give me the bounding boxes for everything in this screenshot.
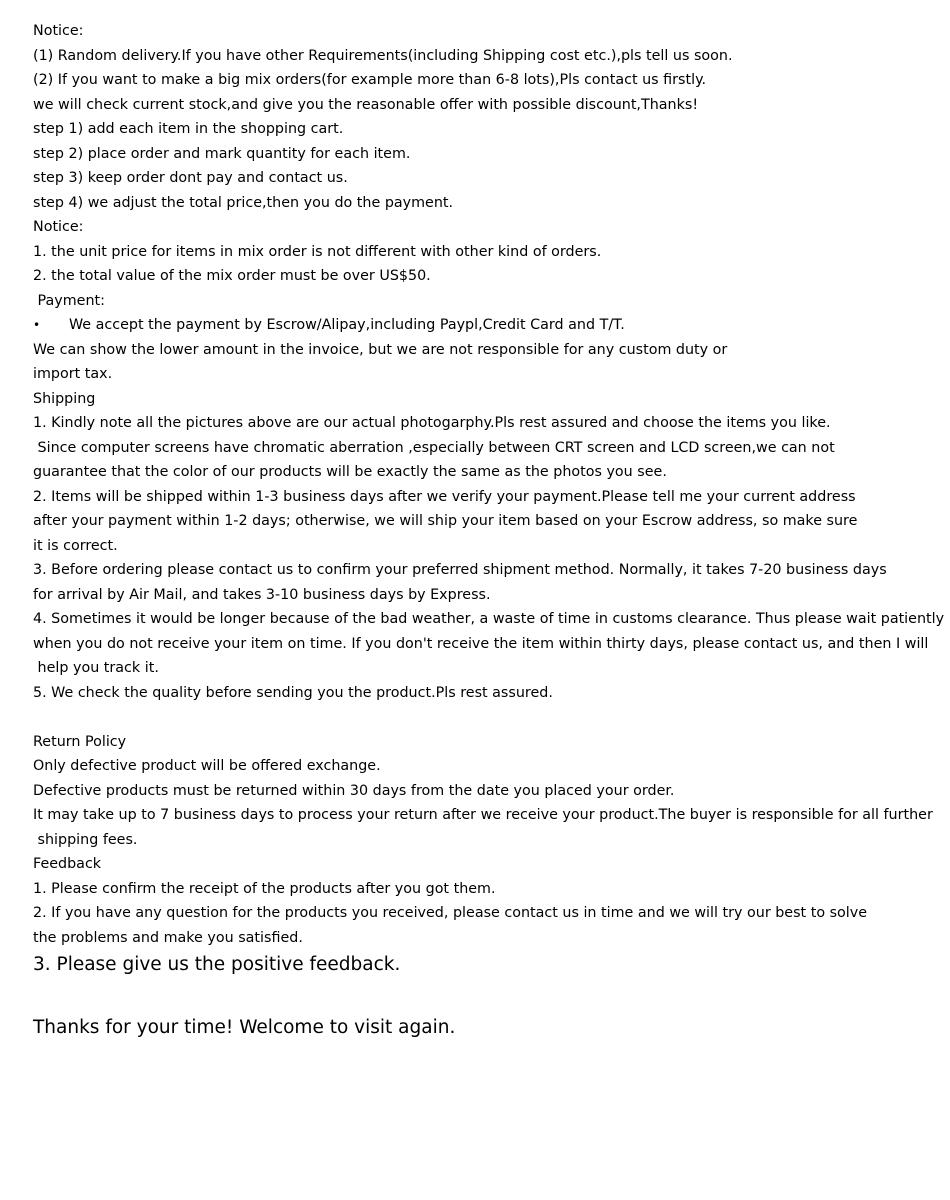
return-policy-heading: Return Policy: [33, 733, 127, 750]
shipping-line: 5. We check the quality before sending you the product.Pls rest assured.: [33, 684, 553, 701]
shipping-heading: Shipping: [33, 390, 96, 407]
shipping-line: after your payment within 1-2 days; otherwise, we will ship your item based on your Escrow address, so make sure: [33, 513, 858, 529]
step-line: step 1) add each item in the shopping cart.: [33, 121, 344, 137]
shipping-line: 2. Items will be shipped within 1-3 business days after we verify your payment.Please tell me your current address: [33, 488, 856, 505]
shipping-line: Since computer screens have chromatic aberration ,especially between CRT screen and LCD screen,we can not: [33, 439, 835, 456]
notice-heading: Notice:: [33, 23, 84, 39]
return-policy-line: It may take up to 7 business days to process your return after we receive your product.The buyer is responsible for all further: [33, 807, 933, 823]
step-line: step 2) place order and mark quantity for each item.: [33, 145, 411, 162]
notice-line: we will check current stock,and give you the reasonable offer with possible discount,Thanks!: [33, 96, 699, 113]
blank-line: [33, 705, 945, 730]
closing-thanks-line: Thanks for your time! Welcome to visit again.: [33, 1017, 456, 1038]
step-line: step 4) we adjust the total price,then you do the payment.: [33, 194, 454, 211]
bullet-icon: •: [33, 318, 41, 332]
notice-line: (2) If you want to make a big mix orders(for example more than 6-8 lots),Pls contact us firstly.: [33, 72, 707, 88]
shipping-line: 1. Kindly note all the pictures above are our actual photogarphy.Pls rest assured and choose the items you like.: [33, 415, 831, 431]
shipping-line: for arrival by Air Mail, and takes 3-10 business days by Express.: [33, 586, 491, 603]
blank-line: [33, 980, 945, 1013]
shipping-line: 4. Sometimes it would be longer because of the bad weather, a waste of time in customs clearance. Thus please wait patiently: [33, 611, 945, 627]
notice-line: 1. the unit price for items in mix order is not different with other kind of orders.: [33, 243, 602, 260]
payment-heading: Payment:: [33, 292, 105, 309]
return-policy-line: shipping fees.: [33, 831, 138, 848]
shipping-line: it is correct.: [33, 537, 118, 554]
document-body: [33, 19, 945, 1043]
shipping-line: 3. Before ordering please contact us to confirm your preferred shipment method. Normally, it takes 7-20 business days: [33, 562, 887, 578]
payment-bullet-text: We accept the payment by Escrow/Alipay,including Paypl,Credit Card and T/T.: [69, 317, 625, 333]
feedback-line: 2. If you have any question for the products you received, please contact us in time and we will try our best to solve: [33, 905, 868, 921]
feedback-line: the problems and make you satisfied.: [33, 929, 303, 946]
shipping-line: when you do not receive your item on time. If you don't receive the item within thirty days, please contact us, and then I will: [33, 635, 929, 652]
shipping-line: guarantee that the color of our products will be exactly the same as the photos you see.: [33, 464, 667, 480]
payment-line: import tax.: [33, 366, 113, 382]
payment-bullet-item: [33, 313, 945, 338]
shipping-line: help you track it.: [33, 660, 159, 676]
notice-line: (1) Random delivery.If you have other Requirements(including Shipping cost etc.),pls tell us soon.: [33, 47, 733, 64]
feedback-line: 1. Please confirm the receipt of the products after you got them.: [33, 880, 496, 897]
feedback-heading: Feedback: [33, 856, 102, 872]
notice-line: 2. the total value of the mix order must be over US$50.: [33, 268, 431, 284]
step-line: step 3) keep order dont pay and contact us.: [33, 170, 348, 186]
return-policy-line: Defective products must be returned within 30 days from the date you placed your order.: [33, 782, 675, 799]
payment-line: We can show the lower amount in the invoice, but we are not responsible for any custom duty or: [33, 341, 728, 358]
return-policy-line: Only defective product will be offered exchange.: [33, 758, 381, 774]
notice-heading: Notice:: [33, 219, 84, 235]
feedback-request-line: 3. Please give us the positive feedback.: [33, 954, 401, 975]
